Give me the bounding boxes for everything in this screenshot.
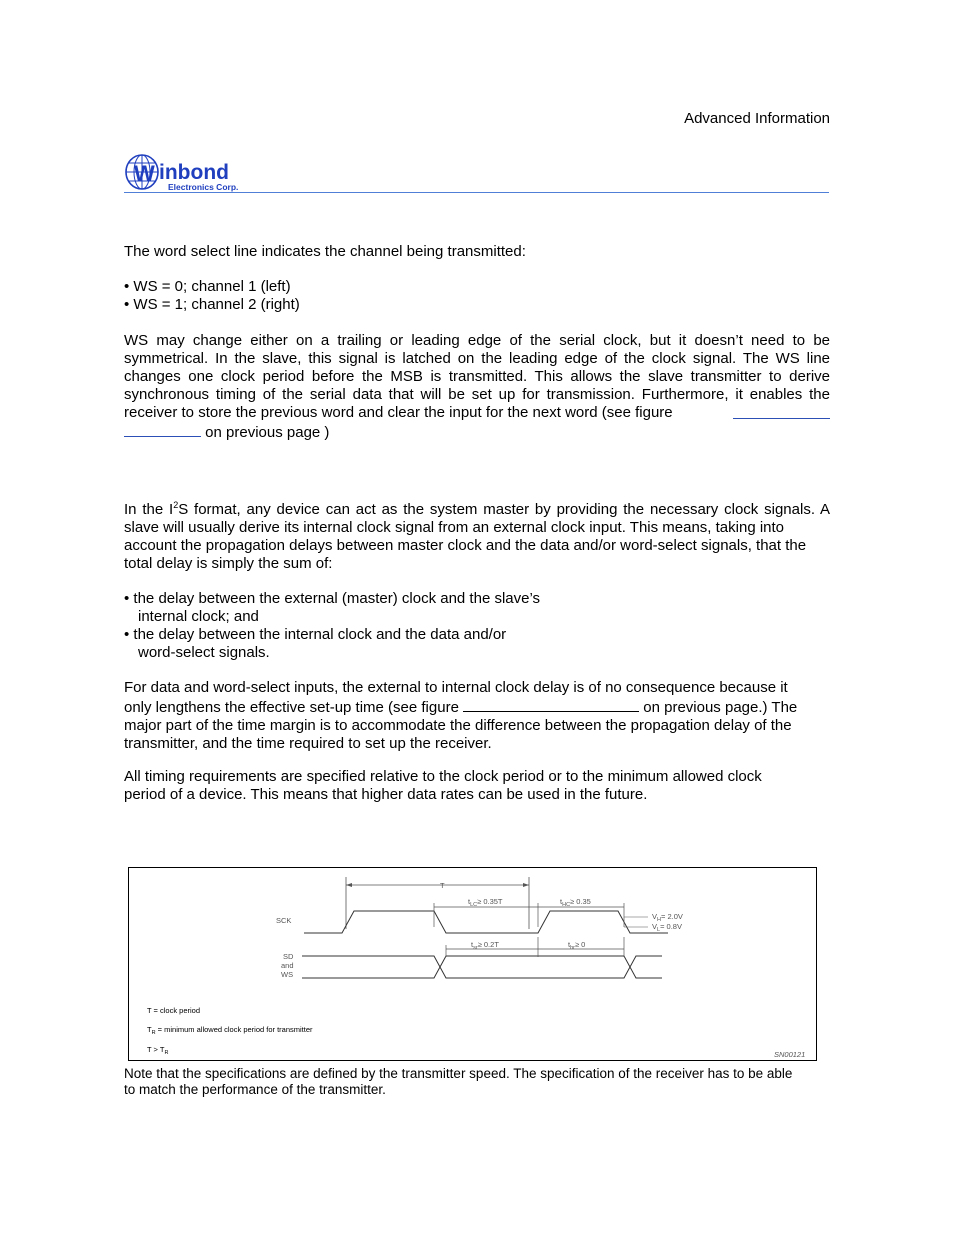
timing-line: slave will usually derive its internal clock signal from an external clock input. This means, taking into	[124, 519, 785, 536]
caption-line: Note that the specifications are defined by the transmitter speed. The specification of the receiver has to be able	[124, 1066, 793, 1081]
timing-diagram	[128, 867, 817, 1061]
ws-para-line	[124, 422, 830, 442]
text-run: on previous page.) The	[639, 699, 798, 716]
legend-tr: $T_R$ = minimum allowed clock period for transmitter	[147, 1025, 313, 1036]
ws-paragraph	[124, 332, 830, 442]
tlc-label: $t_{LC}\ge 0.35T$	[468, 897, 503, 908]
thc-label: $t_{HC}\ge 0.35$	[560, 897, 591, 908]
setup-line	[124, 697, 830, 717]
setup-line: For data and word-select inputs, the external to internal clock delay is of no consequence because it	[124, 679, 788, 696]
requirements-line: All timing requirements are specified relative to the clock period or to the minimum allowed clock	[124, 768, 762, 785]
delay-bullet-1: • the delay between the external (master) clock and the slave’s	[124, 590, 541, 607]
and-label: and	[281, 961, 294, 970]
requirements-line: period of a device. This means that higher data rates can be used in the future.	[124, 786, 648, 803]
legend-t: T = clock period	[147, 1006, 201, 1015]
figure-reference-link-cont[interactable]	[124, 422, 201, 437]
logo-text: inbond	[159, 161, 229, 184]
ws-para-line: WS may change either on a trailing or leading edge of the serial clock, but it doesn’t need to be	[124, 332, 830, 349]
figure-reference-blank[interactable]	[463, 697, 639, 712]
period-label: T	[440, 881, 445, 890]
text-run: only lengthens the effective set-up time (see figure	[124, 699, 459, 716]
ws-para-text: on previous page )	[201, 424, 330, 441]
ws-para-text: receiver to store the previous word and clear the input for the next word (see figure	[124, 404, 673, 421]
timing-paragraph	[124, 501, 830, 573]
text-run: S format, any device can act as the system master by providing the necessary clock signals. A	[178, 501, 830, 518]
thr-label: $t_{hr}\ge 0$	[568, 940, 586, 951]
tsr-label: $t_{sr}\ge 0.2T$	[471, 940, 499, 951]
ws-bullet-2: • WS = 1; channel 2 (right)	[124, 296, 300, 313]
sck-waveform	[304, 911, 668, 933]
ws-intro: The word select line indicates the channel being transmitted:	[124, 243, 526, 260]
timing-line	[124, 501, 830, 519]
superscript: 2	[173, 500, 179, 510]
timing-line: account the propagation delays between master clock and the data and/or word-select signals, that the	[124, 537, 807, 554]
ws-bullet-1: • WS = 0; channel 1 (left)	[124, 278, 291, 295]
globe-icon	[126, 155, 158, 189]
setup-line: major part of the time margin is to accommodate the difference between the propagation delay of the	[124, 717, 792, 734]
data-waveform-b	[302, 956, 662, 978]
delay-bullet-1-cont: internal clock; and	[138, 608, 259, 625]
timing-line: total delay is simply the sum of:	[124, 555, 333, 572]
figure-code: SN00121	[774, 1050, 806, 1059]
setup-line: transmitter, and the time required to set up the receiver.	[124, 735, 492, 752]
logo-subtext: Electronics Corp.	[168, 182, 239, 192]
ws-para-line: changes one clock period before the MSB is transmitted. This allows the slave transmitter to derive	[124, 368, 830, 385]
vl-label: $V_L= 0.8V$	[652, 922, 682, 933]
vh-label: $V_H= 2.0V$	[652, 912, 683, 923]
sck-label: SCK	[276, 916, 292, 925]
data-waveform-a	[302, 956, 662, 978]
delay-bullet-2-cont: word-select signals.	[138, 644, 270, 661]
delay-bullets	[124, 590, 540, 662]
svg-text:W: W	[134, 161, 155, 186]
setup-paragraph	[124, 679, 830, 753]
ws-para-line	[124, 404, 830, 422]
ws-label: WS	[281, 970, 294, 979]
ws-para-line: synchronous timing of the serial data that will be set up for transmission. Furthermore, it enables the	[124, 386, 830, 403]
winbond-logo	[125, 152, 255, 194]
text-run: In the I	[124, 501, 174, 518]
figure-reference-link[interactable]	[733, 404, 830, 419]
requirements-paragraph	[124, 768, 830, 804]
ws-para-line: symmetrical. In the slave, this signal is latched on the leading edge of the clock signal. The WS line	[124, 350, 830, 367]
header-note: Advanced Information	[684, 110, 830, 127]
sd-label: SD	[283, 952, 294, 961]
legend-relation: $T > T_R$	[147, 1045, 169, 1056]
caption-line: to match the performance of the transmitter.	[124, 1082, 386, 1097]
figure-caption	[124, 1066, 830, 1098]
delay-bullet-2: • the delay between the internal clock and the data and/or	[124, 626, 507, 643]
header-rule	[124, 192, 829, 193]
